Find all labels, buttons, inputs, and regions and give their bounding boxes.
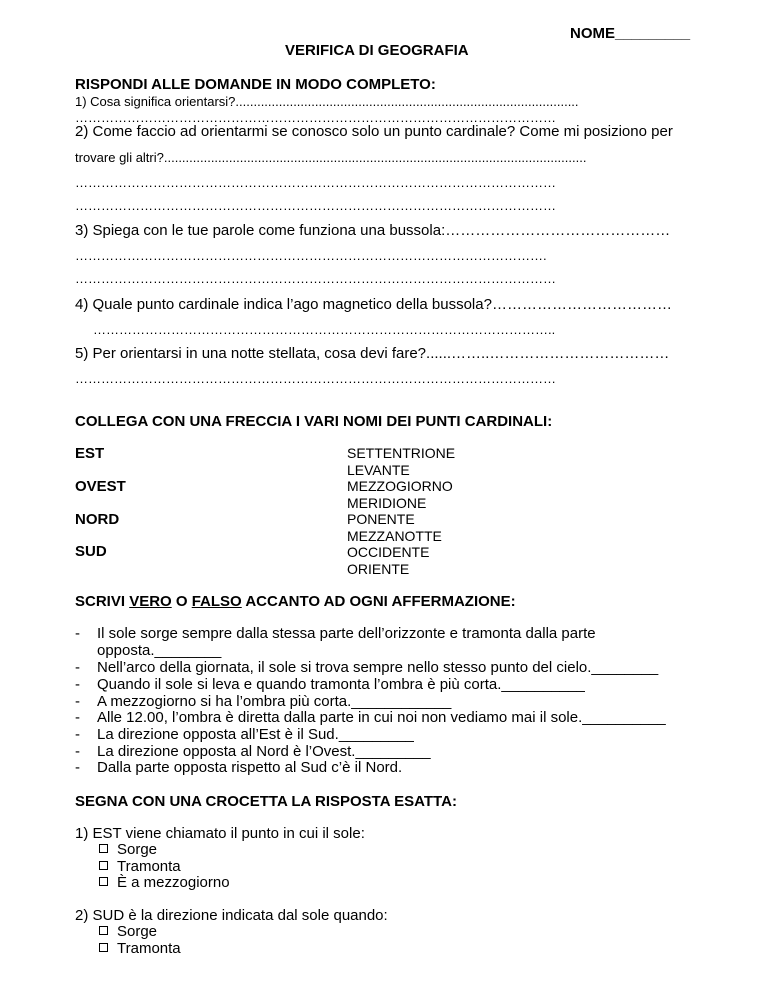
answer-line[interactable]: …………………………………………………………………………………………….. (93, 322, 556, 337)
answer-line[interactable]: ………………………………………………………………………………………………. (75, 248, 547, 263)
cardinal-synonyms-list (347, 445, 455, 577)
answer-line[interactable]: ………………………………………………………………………………………………… (75, 110, 556, 125)
heading-text: O (171, 593, 192, 610)
list-dash: - (75, 759, 80, 776)
question-line: 3) Spiega con le tue parole come funziona una bussola:……………………………………… (75, 222, 671, 239)
question-line: trovare gli altri?..................................................................................................................... (75, 150, 587, 165)
name-field[interactable]: NOME_________ (570, 25, 691, 42)
statement-item: Dalla parte opposta rispetto al Sud c’è il Nord. (97, 759, 403, 776)
statement-item[interactable]: Alle 12.00, l’ombra è diretta dalla parte in cui noi non vediamo mai il sole.__________ (97, 709, 666, 726)
mc-option[interactable] (99, 841, 157, 858)
synonym-item: MEZZOGIORNO (347, 478, 453, 494)
question-line: 1) Cosa significa orientarsi?............................................................................................... (75, 94, 579, 109)
section1-heading: RISPONDI ALLE DOMANDE IN MODO COMPLETO: (75, 76, 436, 93)
synonym-item: ORIENTE (347, 560, 410, 577)
list-dash: - (75, 693, 80, 710)
synonym-item: OCCIDENTE (347, 544, 430, 560)
statement-item[interactable]: La direzione opposta all’Est è il Sud._________ (97, 726, 414, 743)
option-label: Tramonta (117, 940, 181, 957)
checkbox-icon[interactable] (99, 844, 108, 853)
statement-item[interactable]: Quando il sole si leva e quando tramonta l’ombra è più corta.__________ (97, 676, 585, 693)
checkbox-icon[interactable] (99, 861, 108, 870)
list-dash: - (75, 743, 80, 760)
mc-option[interactable] (99, 940, 181, 957)
checkbox-icon[interactable] (99, 877, 108, 886)
synonym-item: SETTENTRIONE (347, 445, 456, 461)
list-dash: - (75, 659, 80, 676)
mc-option[interactable] (99, 923, 157, 940)
list-dash: - (75, 676, 80, 693)
checkbox-icon[interactable] (99, 943, 108, 952)
page-title: VERIFICA DI GEOGRAFIA (285, 42, 469, 59)
cardinal-left-item: EST (75, 445, 105, 462)
section4-heading: SEGNA CON UNA CROCETTA LA RISPOSTA ESATTA: (75, 793, 457, 810)
answer-line[interactable]: ………………………………………………………………………………………………… (75, 175, 556, 190)
answer-line[interactable]: ………………………………………………………………………………………………… (75, 198, 556, 213)
mc-option[interactable] (99, 874, 230, 891)
option-label: Tramonta (117, 858, 181, 875)
falso-label: FALSO (191, 593, 242, 610)
statement-item: Il sole sorge sempre dalla stessa parte dell’orizzonte e tramonta dalla parte (97, 625, 596, 642)
question-line: 2) Come faccio ad orientarmi se conosco solo un punto cardinale? Come mi posiziono per (75, 123, 673, 140)
answer-line[interactable]: ………………………………………………………………………………………………… (75, 371, 556, 386)
section2-heading: COLLEGA CON UNA FRECCIA I VARI NOMI DEI PUNTI CARDINALI: (75, 413, 553, 430)
answer-line[interactable]: ………………………………………………………………………………………………… (75, 271, 556, 286)
synonym-item: MEZZANOTTE (347, 527, 442, 544)
statement-item[interactable]: La direzione opposta al Nord è l’Ovest._________ (97, 743, 431, 760)
statement-item[interactable]: Nell’arco della giornata, il sole si trova sempre nello stesso punto del cielo.________ (97, 659, 659, 676)
heading-text: SCRIVI (75, 593, 130, 610)
statement-answer-blank[interactable]: opposta.________ (97, 642, 222, 659)
question-line: 5) Per orientarsi in una notte stellata, cosa devi fare?......……..……………………………… (75, 345, 670, 362)
option-label: È a mezzogiorno (117, 874, 230, 891)
heading-text: ACCANTO AD OGNI AFFERMAZIONE: (241, 593, 516, 610)
section3-heading (75, 593, 516, 610)
synonym-item: MERIDIONE (347, 494, 427, 511)
option-label: Sorge (117, 841, 158, 858)
statement-item[interactable]: A mezzogiorno si ha l’ombra più corta.____________ (97, 693, 452, 710)
mc-question: 2) SUD è la direzione indicata dal sole quando: (75, 907, 388, 924)
list-dash: - (75, 726, 80, 743)
mc-question: 1) EST viene chiamato il punto in cui il sole: (75, 825, 365, 842)
cardinal-left-item: OVEST (75, 478, 126, 495)
synonym-item: PONENTE (347, 511, 415, 527)
checkbox-icon[interactable] (99, 926, 108, 935)
list-dash: - (75, 625, 80, 642)
mc-option[interactable] (99, 858, 181, 875)
cardinal-left-item: NORD (75, 511, 120, 528)
list-dash: - (75, 709, 80, 726)
cardinal-left-item: SUD (75, 543, 107, 560)
option-label: Sorge (117, 923, 158, 940)
synonym-item: LEVANTE (347, 461, 410, 478)
question-line: 4) Quale punto cardinale indica l’ago magnetico della bussola?……………………………… (75, 296, 672, 313)
vero-label: VERO (129, 593, 172, 610)
